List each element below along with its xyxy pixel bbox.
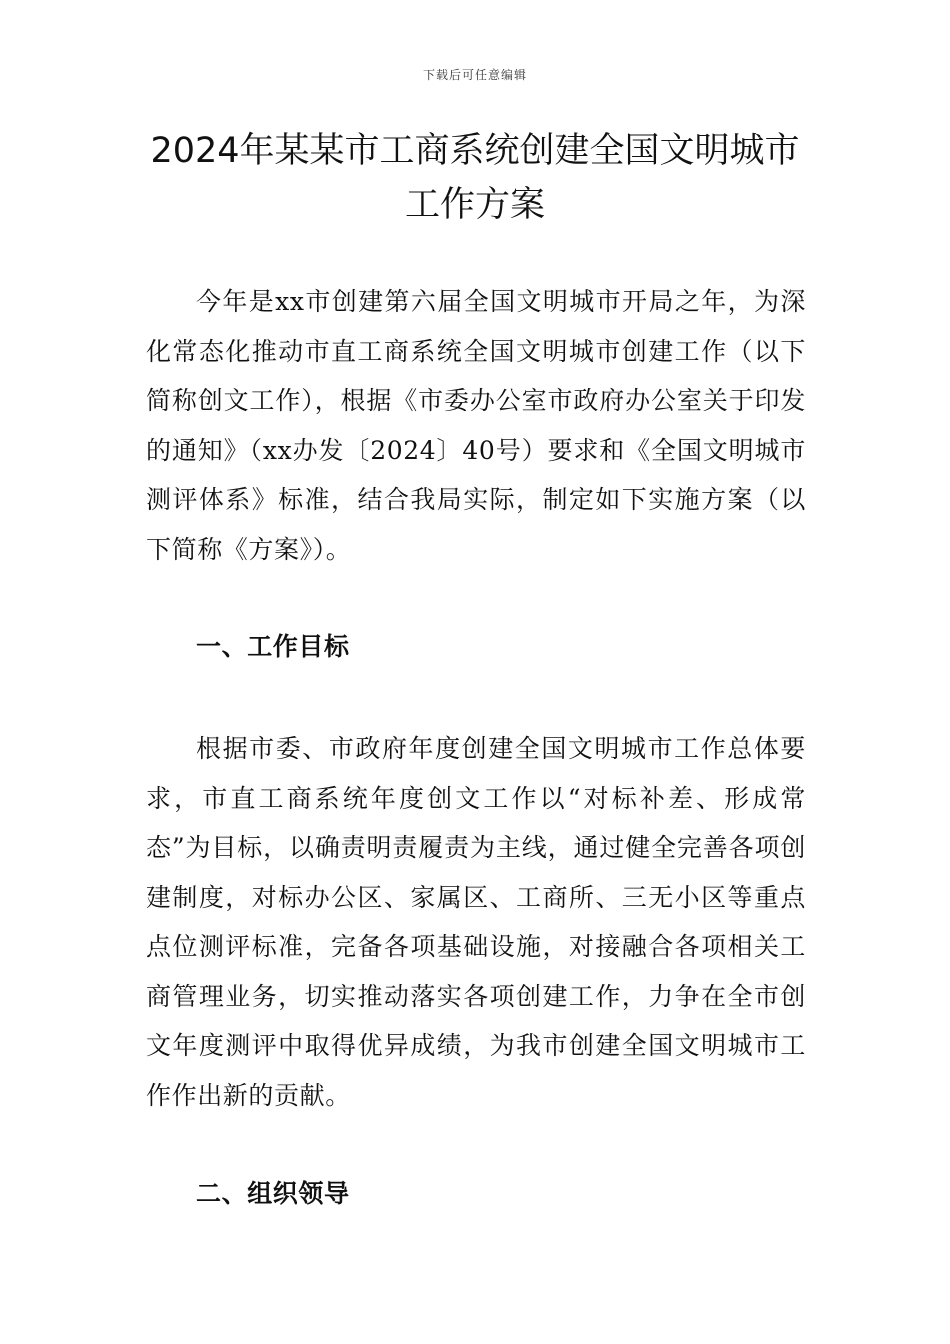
intro-paragraph: 今年是xx市创建第六届全国文明城市开局之年，为深化常态化推动市直工商系统全国文明城市创建工作（以下简称创文工作），根据《市委办公室市政府办公室关于印发的通知》（xx办发〔2024〕40号）要求和《全国文明城市测评体系》标准，结合我局实际，制定如下实施方案（以下简称《方案》）。 (146, 287, 806, 564)
title-line-2: 工作方案 (404, 185, 545, 225)
title-line-1: 2024年某某市工商系统创建全国文明城市 (150, 131, 800, 171)
section-heading-goal: 一、工作目标 (196, 632, 350, 661)
header-note: 下载后可任意编辑 (422, 68, 527, 82)
section-heading-leadership: 二、组织领导 (196, 1179, 350, 1208)
document-title (100, 124, 850, 232)
goal-paragraph: 根据市委、市政府年度创建全国文明城市工作总体要求，市直工商系统年度创文工作以“对标补差、形成常态”为目标，以确责明责履责为主线，通过健全完善各项创建制度，对标办公区、家属区、工商所、三无小区等重点点位测评标准，完备各项基础设施，对接融合各项相关工商管理业务，切实推动落实各项创建工作，力争在全市创文年度测评中取得优异成绩，为我市创建全国文明城市工作作出新的贡献。 (146, 734, 806, 1110)
